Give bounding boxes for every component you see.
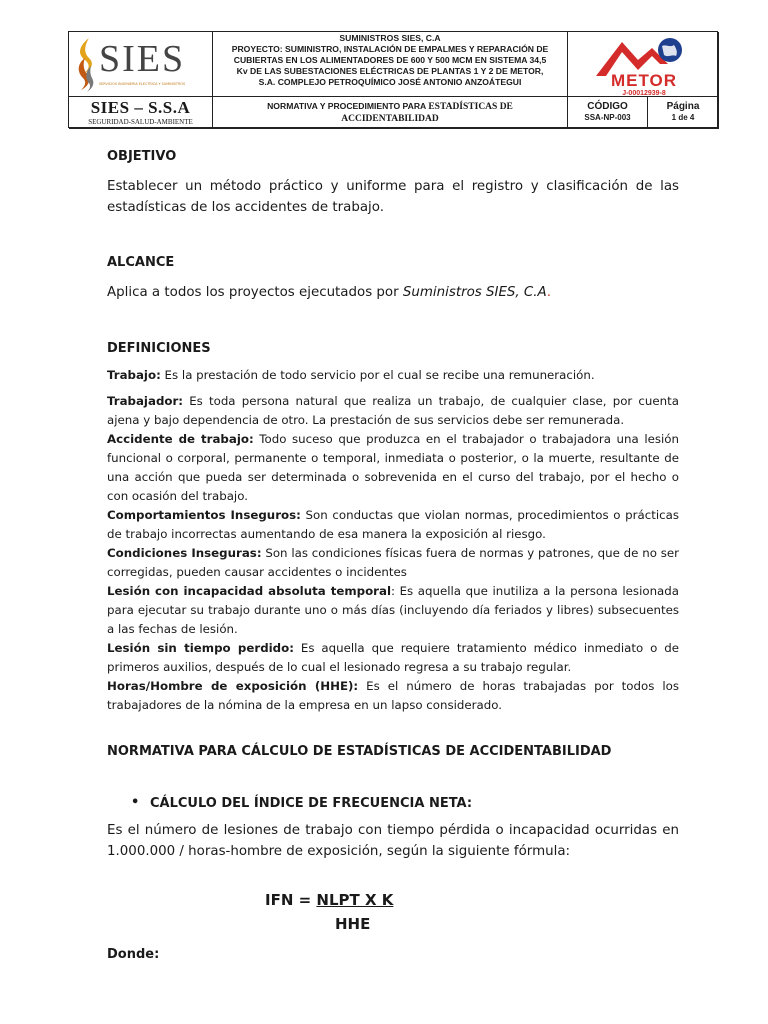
formula-lhs: IFN =	[265, 891, 317, 909]
ssa-title: SIES – S.S.A	[90, 98, 191, 117]
definition-text: Es toda persona natural que realiza un trabajo, de cualquier clase, por cuenta ajena y bajo dependencia de otro. La prestación de sus servicios debe ser remunerada.	[107, 394, 679, 427]
definition-list	[107, 392, 679, 715]
bullet-dot-icon: •	[131, 795, 140, 810]
definition-term: Accidente de trabajo:	[107, 432, 254, 446]
definition-term: Condiciones Inseguras:	[107, 546, 262, 560]
page-number: 1 de 4	[671, 113, 695, 122]
definition-item	[107, 392, 679, 430]
document-title-cell	[213, 97, 568, 129]
code-label: CÓDIGO	[587, 101, 628, 112]
normativa-heading: NORMATIVA PARA CÁLCULO DE ESTADÍSTICAS DE ACCIDENTABILIDAD	[107, 744, 612, 759]
definition-item	[107, 430, 679, 506]
alcance-heading: ALCANCE	[107, 255, 175, 270]
company-name: SUMINISTROS SIES, C.A	[339, 33, 441, 43]
metor-logo	[592, 34, 696, 96]
definiciones-heading: DEFINICIONES	[107, 341, 211, 356]
definition-term: Lesión sin tiempo perdido:	[107, 641, 294, 655]
definition-text: : Es aquella que inutiliza a la persona lesionada para ejecutar su trabajo durante uno o más días (incluyendo día feriados y libres) subsecuentes a las fechas de lesión.	[107, 584, 679, 636]
code-value: SSA-NP-003	[584, 113, 631, 122]
normativa-text: Es el número de lesiones de trabajo con tiempo pérdida o incapacidad ocurridas en 1.000.000 / horas-hombre de exposición, según la siguiente fórmula:	[107, 823, 679, 859]
project-line-2: CUBIERTAS EN LOS ALIMENTADORES DE 600 Y 500 MCM EN SISTEMA 34,5	[233, 55, 547, 65]
alcance-period: .	[546, 285, 551, 300]
code-cell	[568, 97, 648, 129]
sies-logo-text: SIES	[99, 38, 186, 80]
document-title-part-1: NORMATIVA Y PROCEDIMIENTO PARA	[267, 101, 429, 111]
definition-term: Trabajo:	[107, 368, 161, 382]
donde-label: Donde:	[107, 947, 160, 962]
metor-rif: J-00012939-8	[622, 90, 666, 96]
definition-item	[107, 366, 679, 385]
objetivo-heading: OBJETIVO	[107, 149, 177, 164]
definition-text: Son conductas que violan normas, procedimientos o prácticas de trabajo incorrectas aumentando de esa manera la exposición al riesgo.	[107, 508, 679, 541]
metor-logo-cell	[568, 32, 719, 97]
project-line-4: S.A. COMPLEJO PETROQUÍMICO JOSÉ ANTONIO ANZOÁTEGUI	[258, 77, 522, 87]
definition-text: Es la prestación de todo servicio por el cual se recibe una remuneración.	[160, 368, 595, 382]
definition-term: Horas/Hombre de exposición (HHE):	[107, 679, 359, 693]
definition-text: Es el número de horas trabajadas por todos los trabajadores de la nómina de la empresa en un lapso considerado.	[107, 679, 679, 712]
definition-term: Comportamientos Inseguros:	[107, 508, 301, 522]
page-label: Página	[666, 101, 700, 112]
document-title-part-3: ACCIDENTABILIDAD	[341, 114, 439, 124]
definition-item	[107, 639, 679, 677]
alcance-text	[107, 282, 679, 303]
alcance-company: Suministros SIES, C.A	[402, 285, 547, 300]
bullet-text: CÁLCULO DEL ÍNDICE DE FRECUENCIA NETA:	[150, 796, 473, 811]
sies-logo-cell	[69, 32, 213, 97]
definition-text: Es aquella que requiere tratamiento médico inmediato o de primeros auxilios, después de lo cual el lesionado regresa a su trabajo regular.	[107, 641, 679, 674]
document-header	[68, 31, 718, 128]
definition-item	[107, 506, 679, 544]
formula-ifn	[265, 891, 393, 909]
project-title-cell	[213, 32, 568, 97]
project-line-3: Kv DE LAS SUBESTACIONES ELÉCTRICAS DE PLANTAS 1 Y 2 DE METOR,	[236, 66, 544, 76]
formula-numerator: NLPT X K	[316, 891, 394, 909]
document-title-part-2: ESTADÍSTICAS DE	[428, 102, 513, 112]
formula-denominator: HHE	[335, 915, 371, 933]
definition-item	[107, 677, 679, 715]
sies-logo-tagline: SERVICIOS INGENIERIA ELECTRICA Y SUMINISTROS	[99, 82, 186, 86]
project-line-1: PROYECTO: SUMINISTRO, INSTALACIÓN DE EMPALMES Y REPARACIÓN DE	[231, 44, 549, 54]
definition-item	[107, 582, 679, 639]
definition-item	[107, 544, 679, 582]
sies-flame-logo	[73, 36, 99, 94]
page-cell	[648, 97, 719, 129]
ssa-subtitle: SEGURIDAD-SALUD-AMBIENTE	[88, 118, 193, 126]
definition-text: Son las condiciones físicas fuera de normas y patrones, que de no ser corregidas, pueden causar accidentes o incidentes	[107, 546, 679, 579]
definition-text: Todo suceso que produzca en el trabajador o trabajadora una lesión funcional o corporal, permanente o temporal, inmediata o posterior, o la muerte, resultante de una acción que pueda ser determinada o sobrevenida en el curso del trabajo, por el hecho o con ocasión del trabajo.	[107, 432, 679, 503]
metor-logo-text: METOR	[610, 71, 678, 90]
definition-term: Trabajador:	[107, 394, 184, 408]
definition-term: Lesión con incapacidad absoluta temporal	[107, 584, 391, 598]
ssa-cell	[69, 97, 213, 129]
objetivo-text: Establecer un método práctico y uniforme para el registro y clasificación de las estadísticas de los accidentes de trabajo.	[107, 179, 679, 215]
alcance-text-main: Aplica a todos los proyectos ejecutados por	[107, 285, 403, 300]
